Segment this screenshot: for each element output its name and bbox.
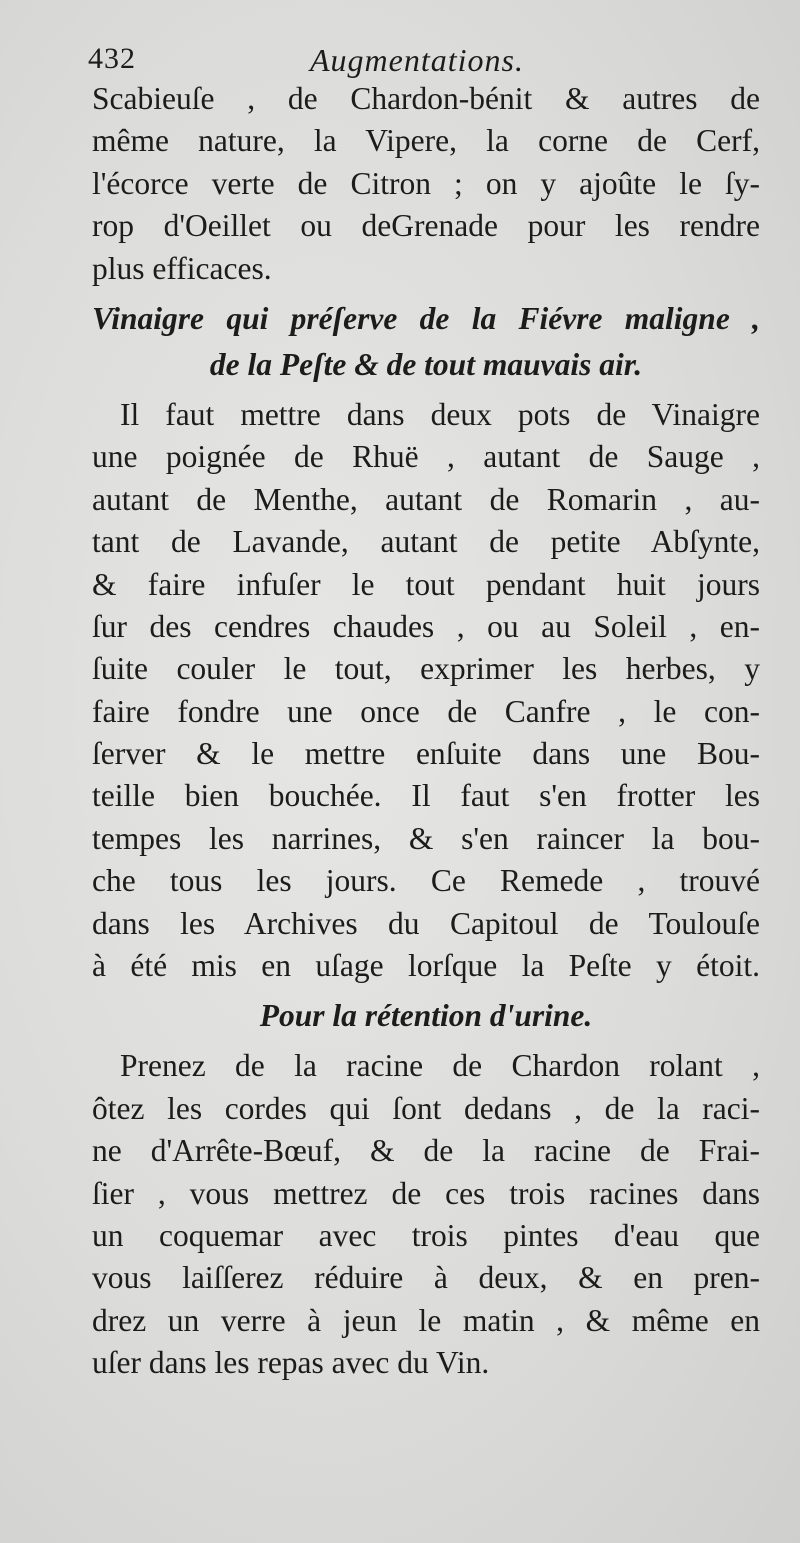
text-line: & faire infuſer le tout pendant huit jours [92,566,760,602]
text-line: ſur des cendres chaudes , ou au Soleil , en- [92,608,760,644]
text-line: ſerver & le mettre enſuite dans une Bou- [92,736,760,772]
text-line: ôtez les cordes qui ſont dedans , de la raci- [92,1090,760,1126]
text-line: che tous les jours. Ce Remede , trouvé [92,863,760,899]
section-retention [92,993,760,1384]
body-text [92,78,760,1385]
text-line: l'écorce verte de Citron ; on y ajoûte le ſy- [92,165,760,201]
text-line: ſier , vous mettrez de ces trois racines dans [92,1175,760,1211]
text-line: plus efficaces. [92,250,272,286]
text-line: tant de Lavande, autant de petite Abſynte, [92,524,760,560]
page-number: 432 [88,42,136,75]
section-heading: Pour la rétention d'urine. [259,998,593,1034]
text-line: à été mis en uſage lorſque la Peſte y étoit. [92,948,760,984]
text-line: même nature, la Vipere, la corne de Cerf, [92,123,760,159]
text-line: une poignée de Rhuë , autant de Sauge , [92,439,760,475]
text-line: tempes les narrines, & s'en raincer la bou- [92,820,760,856]
text-line: Prenez de la racine de Chardon rolant , [120,1048,760,1084]
section-heading: Vinaigre qui préſerve de la Fiévre maligne , [92,300,760,336]
section-vinaigre [92,296,760,987]
text-line: drez un verre à jeun le matin , & même en [92,1302,760,1338]
running-head: Augmentations. [310,42,524,78]
section-continuation [92,78,760,290]
text-line: dans les Archives du Capitoul de Toulouſe [92,905,760,941]
section-heading: de la Peſte & de tout mauvais air. [209,346,643,382]
text-line: rop d'Oeillet ou deGrenade pour les rendre [92,208,760,244]
text-line: Il faut mettre dans deux pots de Vinaigre [120,396,760,432]
text-line: ſuite couler le tout, exprimer les herbes, y [92,651,760,687]
text-line: teille bien bouchée. Il faut s'en frotter les [92,778,760,814]
text-line: autant de Menthe, autant de Romarin , au- [92,481,760,517]
text-line: un coquemar avec trois pintes d'eau que [92,1217,760,1253]
text-line: faire fondre une once de Canfre , le con- [92,693,760,729]
text-line: uſer dans les repas avec du Vin. [92,1345,490,1381]
text-line: vous laiſſerez réduire à deux, & en pren- [92,1260,760,1296]
text-line: ne d'Arrête-Bœuf, & de la racine de Frai- [92,1133,760,1169]
text-line: Scabieuſe , de Chardon-bénit & autres de [92,81,760,116]
